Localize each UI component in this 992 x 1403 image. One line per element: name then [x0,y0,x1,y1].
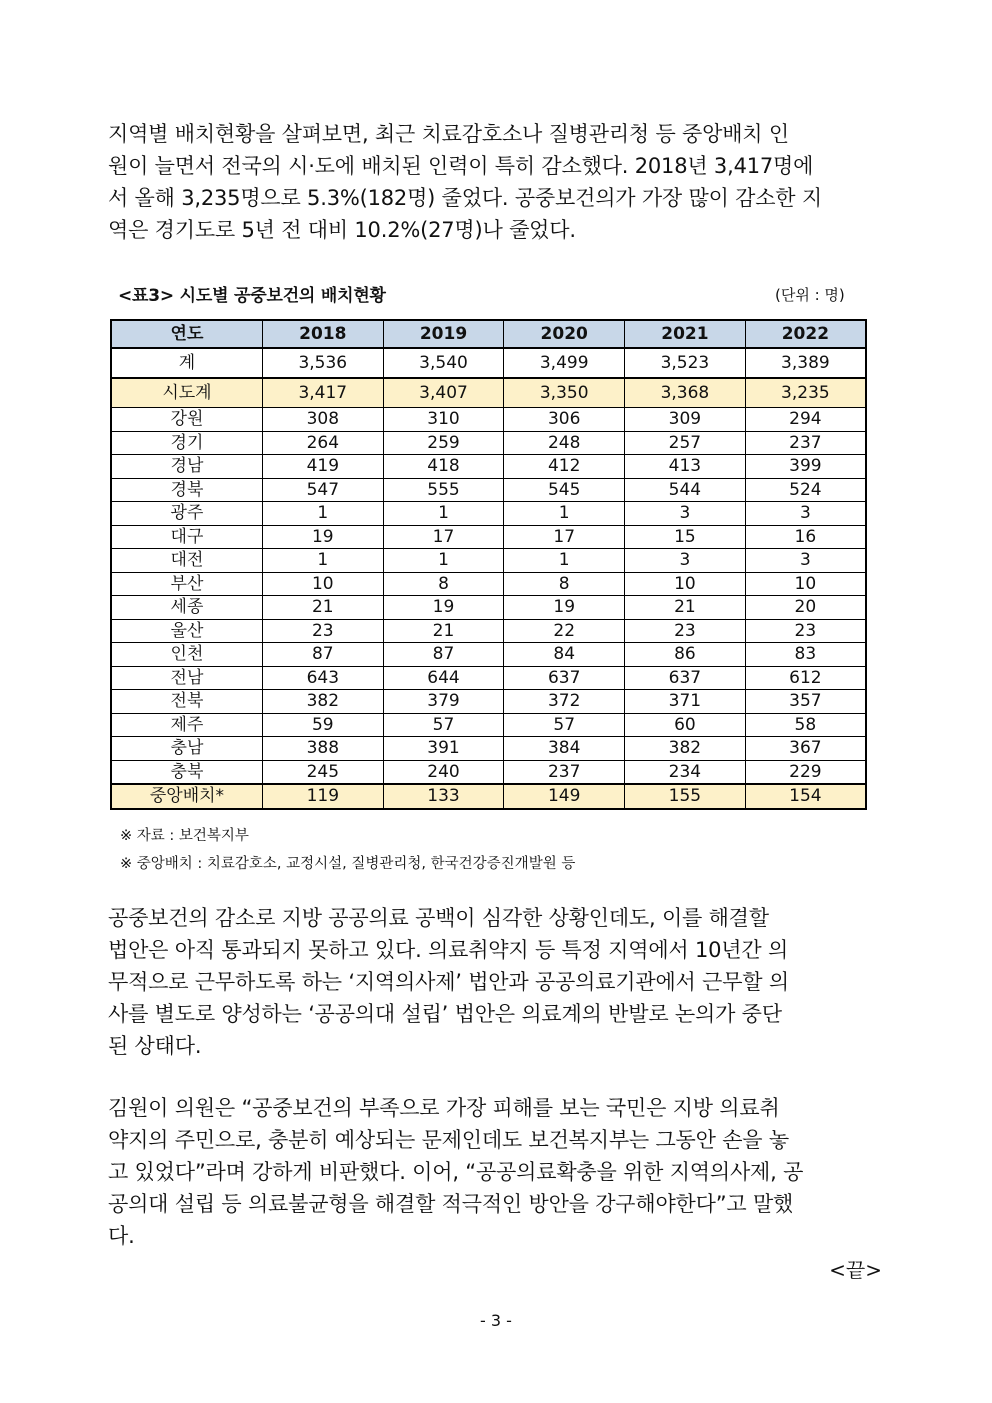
row-label: 울산 [111,619,262,643]
table-cell: 399 [745,455,866,479]
table-cell: 3 [745,549,866,573]
table-cell: 3,350 [504,378,625,408]
paragraph-line: 무적으로 근무하도록 하는 ‘지역의사제’ 법안과 공공의료기관에서 근무할 의 [108,970,789,994]
row-label: 충북 [111,760,262,784]
header-cell: 2021 [625,320,746,348]
table-cell: 19 [504,596,625,620]
table-row [111,455,866,479]
paragraph-line: 지역별 배치현황을 살펴보면, 최근 치료감호소나 질병관리청 등 중앙배치 인 [108,122,789,146]
table-cell: 240 [383,760,504,784]
table-cell: 1 [383,549,504,573]
table-cell: 637 [625,666,746,690]
table-cell: 644 [383,666,504,690]
table-cell: 1 [504,549,625,573]
table-row [111,408,866,432]
table-cell: 384 [504,737,625,761]
row-label: 경남 [111,455,262,479]
table-cell: 3 [745,502,866,526]
header-cell: 2022 [745,320,866,348]
paragraph-line: 약지의 주민으로, 충분히 예상되는 문제인데도 보건복지부는 그동안 손을 놓 [108,1128,789,1152]
table-cell: 524 [745,478,866,502]
table-cell: 3,523 [625,348,746,378]
table-cell: 612 [745,666,866,690]
central-placement-note: ※ 중앙배치 : 치료감호소, 교정시설, 질병관리청, 한국건강증진개발원 등 [120,856,576,872]
row-label: 부산 [111,572,262,596]
table-cell: 23 [625,619,746,643]
table-cell: 3,389 [745,348,866,378]
header-cell: 2018 [262,320,383,348]
table-cell: 3,536 [262,348,383,378]
table-cell: 83 [745,643,866,667]
row-label: 경기 [111,431,262,455]
table-cell: 237 [504,760,625,784]
table-row-total [111,348,866,378]
table-cell: 637 [504,666,625,690]
row-label: 인천 [111,643,262,667]
table-cell: 10 [625,572,746,596]
table-cell: 19 [262,525,383,549]
table-cell: 23 [745,619,866,643]
table-cell: 309 [625,408,746,432]
table-cell: 3,368 [625,378,746,408]
table-cell: 308 [262,408,383,432]
table-row-subtotal [111,378,866,408]
paragraph-line: 사를 별도로 양성하는 ‘공공의대 설립’ 법안은 의료계의 반발로 논의가 중단 [108,1002,782,1026]
header-cell: 2019 [383,320,504,348]
table-cell: 10 [262,572,383,596]
table-cell: 372 [504,690,625,714]
table-cell: 391 [383,737,504,761]
table-row [111,502,866,526]
table-cell: 257 [625,431,746,455]
paragraph-line: 원이 늘면서 전국의 시·도에 배치된 인력이 특히 감소했다. 2018년 3,417명에 [108,154,814,178]
paragraph-line: 다. [108,1224,135,1248]
table-row [111,713,866,737]
header-cell: 연도 [111,320,262,348]
row-label: 중앙배치* [111,784,262,809]
paragraph-line: 공의대 설립 등 의료불균형을 해결할 적극적인 방안을 강구해야한다”고 말했 [108,1192,794,1216]
table-cell: 264 [262,431,383,455]
row-label: 충남 [111,737,262,761]
table-cell: 17 [504,525,625,549]
table-cell: 1 [504,502,625,526]
table-cell: 8 [504,572,625,596]
table-row [111,643,866,667]
page-number: - 3 - [480,1311,512,1330]
table-row [111,549,866,573]
table-cell: 3 [625,502,746,526]
placement-table [110,319,867,810]
table-cell: 367 [745,737,866,761]
table-cell: 60 [625,713,746,737]
table-cell: 3 [625,549,746,573]
table-cell: 58 [745,713,866,737]
paragraph-line: 역은 경기도로 5년 전 대비 10.2%(27명)나 줄었다. [108,218,576,242]
table-cell: 19 [383,596,504,620]
table-cell: 310 [383,408,504,432]
table-row [111,760,866,784]
table-cell: 155 [625,784,746,809]
table-cell: 234 [625,760,746,784]
paragraph-line: 서 올해 3,235명으로 5.3%(182명) 줄었다. 공중보건의가 가장 많이 감소한 지 [108,186,822,210]
table-cell: 3,235 [745,378,866,408]
table-row [111,666,866,690]
table-cell: 87 [262,643,383,667]
paragraph-line: 김원이 의원은 “공중보건의 부족으로 가장 피해를 보는 국민은 지방 의료취 [108,1096,780,1120]
table-cell: 22 [504,619,625,643]
table-cell: 245 [262,760,383,784]
table-cell: 413 [625,455,746,479]
paragraph-legislation [108,902,884,1062]
table-cell: 545 [504,478,625,502]
table-row [111,737,866,761]
table-cell: 544 [625,478,746,502]
row-label: 시도계 [111,378,262,408]
table-cell: 84 [504,643,625,667]
table-cell: 294 [745,408,866,432]
table-cell: 1 [262,502,383,526]
table-row [111,525,866,549]
table-cell: 306 [504,408,625,432]
paragraph-quote [108,1092,884,1252]
paragraph-line: 법안은 아직 통과되지 못하고 있다. 의료취약지 등 특정 지역에서 10년간 의 [108,938,789,962]
table-cell: 412 [504,455,625,479]
table-row [111,596,866,620]
table-cell: 419 [262,455,383,479]
table-cell: 388 [262,737,383,761]
table-cell: 119 [262,784,383,809]
table-row [111,619,866,643]
table-cell: 21 [625,596,746,620]
table-cell: 23 [262,619,383,643]
row-label: 대구 [111,525,262,549]
table-cell: 248 [504,431,625,455]
table-cell: 87 [383,643,504,667]
table-cell: 149 [504,784,625,809]
table-cell: 10 [745,572,866,596]
table-cell: 133 [383,784,504,809]
row-label: 제주 [111,713,262,737]
table-cell: 237 [745,431,866,455]
table-cell: 15 [625,525,746,549]
source-note: ※ 자료 : 보건복지부 [120,828,249,844]
table-cell: 371 [625,690,746,714]
table-cell: 21 [262,596,383,620]
row-label: 광주 [111,502,262,526]
table-header-row [111,320,866,348]
table-cell: 3,417 [262,378,383,408]
header-cell: 2020 [504,320,625,348]
row-label: 대전 [111,549,262,573]
paragraph-line: 공중보건의 감소로 지방 공공의료 공백이 심각한 상황인데도, 이를 해결할 [108,906,769,930]
table-cell: 382 [625,737,746,761]
table-cell: 21 [383,619,504,643]
table-cell: 259 [383,431,504,455]
row-label: 전북 [111,690,262,714]
row-label: 전남 [111,666,262,690]
paragraph-line: 고 있었다”라며 강하게 비판했다. 이어, “공공의료확충을 위한 지역의사제, 공 [108,1160,804,1184]
table-cell: 3,540 [383,348,504,378]
paragraph-line: 된 상태다. [108,1034,202,1058]
table-cell: 8 [383,572,504,596]
row-label: 강원 [111,408,262,432]
table-row [111,431,866,455]
paragraph-regional-status [108,118,884,246]
table-row [111,478,866,502]
table-row [111,572,866,596]
table-row-central [111,784,866,809]
table-cell: 357 [745,690,866,714]
table-cell: 379 [383,690,504,714]
table-cell: 154 [745,784,866,809]
table-cell: 86 [625,643,746,667]
table-cell: 16 [745,525,866,549]
table-cell: 555 [383,478,504,502]
table-cell: 1 [262,549,383,573]
row-label: 세종 [111,596,262,620]
table-unit: (단위 : 명) [775,286,845,304]
table-cell: 382 [262,690,383,714]
table-cell: 3,499 [504,348,625,378]
table-title: <표3> 시도별 공중보건의 배치현황 [118,286,386,306]
table-cell: 17 [383,525,504,549]
table-cell: 229 [745,760,866,784]
table-row [111,690,866,714]
table-cell: 57 [383,713,504,737]
end-mark: <끝> [829,1258,882,1282]
table-cell: 547 [262,478,383,502]
table-cell: 643 [262,666,383,690]
table-cell: 3,407 [383,378,504,408]
table-cell: 1 [383,502,504,526]
table-cell: 59 [262,713,383,737]
row-label: 계 [111,348,262,378]
row-label: 경북 [111,478,262,502]
table-cell: 418 [383,455,504,479]
table-cell: 20 [745,596,866,620]
table-cell: 57 [504,713,625,737]
